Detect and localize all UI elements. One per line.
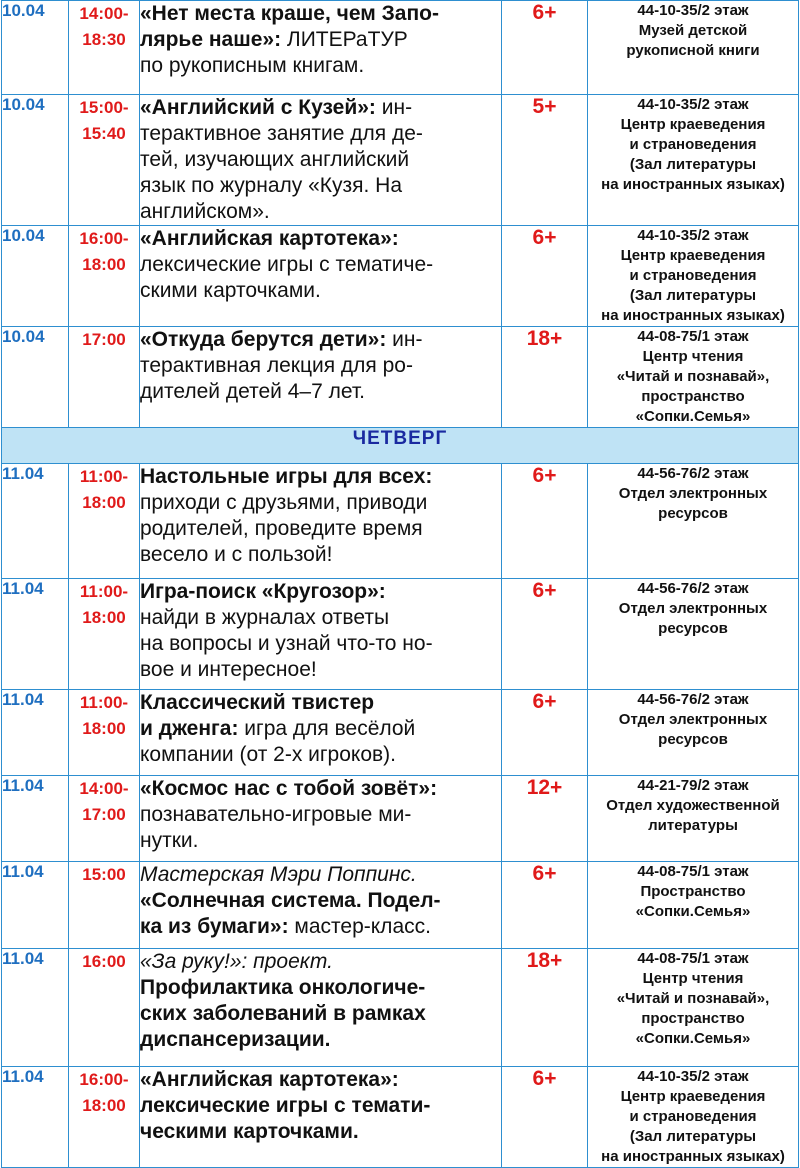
event-title: лексические игры с темати- bbox=[140, 1094, 431, 1117]
location-line: 44-10-35/2 этаж bbox=[637, 227, 749, 244]
event-text: ин- bbox=[386, 328, 423, 351]
time-line: 11:00- bbox=[79, 582, 129, 601]
location-line: 44-56-76/2 этаж bbox=[637, 465, 749, 482]
location-line: и страноведения bbox=[629, 1108, 757, 1125]
event-date: 11.04 bbox=[2, 1067, 69, 1168]
event-time bbox=[69, 95, 140, 226]
event-time bbox=[69, 949, 140, 1067]
location-line: 44-21-79/2 этаж bbox=[637, 777, 749, 794]
event-location bbox=[588, 1067, 799, 1168]
age-rating: 6+ bbox=[502, 1, 588, 95]
description-line bbox=[140, 1027, 501, 1053]
event-row bbox=[2, 862, 799, 949]
event-location bbox=[588, 862, 799, 949]
event-time bbox=[69, 1, 140, 95]
description-line bbox=[140, 53, 501, 79]
location-line: «Сопки.Семья» bbox=[635, 408, 751, 425]
location-line: пространство bbox=[641, 388, 745, 405]
event-text: мастер-класс. bbox=[288, 915, 431, 938]
location-line: ресурсов bbox=[658, 505, 728, 522]
event-location bbox=[588, 327, 799, 428]
location-line: Отдел электронных bbox=[618, 600, 768, 617]
description-line bbox=[140, 1067, 501, 1093]
age-rating: 12+ bbox=[502, 776, 588, 862]
event-row bbox=[2, 1, 799, 95]
event-date: 11.04 bbox=[2, 949, 69, 1067]
description-line bbox=[140, 605, 501, 631]
event-row bbox=[2, 1067, 799, 1168]
location-line: рукописной книги bbox=[626, 42, 760, 59]
event-time bbox=[69, 464, 140, 579]
event-row bbox=[2, 327, 799, 428]
location-line: на иностранных языках) bbox=[601, 307, 785, 324]
description-line bbox=[140, 147, 501, 173]
time-line: 18:30 bbox=[82, 30, 126, 49]
location-line: Пространство bbox=[640, 883, 746, 900]
location-line: (Зал литературы bbox=[629, 1128, 757, 1145]
event-title: ка из бумаги»: bbox=[140, 915, 289, 938]
event-date: 11.04 bbox=[2, 776, 69, 862]
event-text: весело и с пользой! bbox=[140, 543, 333, 566]
event-title: Профилактика онкологиче- bbox=[140, 976, 426, 999]
event-text: скими карточками. bbox=[140, 279, 321, 302]
event-location bbox=[588, 579, 799, 690]
event-description bbox=[140, 862, 502, 949]
time-line: 15:00 bbox=[82, 865, 126, 884]
description-line bbox=[140, 914, 501, 940]
event-description bbox=[140, 95, 502, 226]
event-text: родителей, проведите время bbox=[140, 517, 423, 540]
event-description bbox=[140, 949, 502, 1067]
event-text: ин- bbox=[375, 96, 413, 119]
location-line: Центр краеведения bbox=[620, 1088, 766, 1105]
event-text: английском». bbox=[140, 200, 270, 223]
event-location bbox=[588, 690, 799, 776]
event-title: ческими карточками. bbox=[140, 1120, 359, 1143]
event-text: лексические игры с тематиче- bbox=[140, 253, 434, 276]
location-line: «Читай и познавай», bbox=[616, 368, 770, 385]
event-description bbox=[140, 776, 502, 862]
event-text: компании (от 2-х игроков). bbox=[140, 743, 396, 766]
schedule-body bbox=[2, 1, 799, 1168]
description-line bbox=[140, 173, 501, 199]
description-line bbox=[140, 95, 501, 121]
location-line: ресурсов bbox=[658, 731, 728, 748]
time-line: 16:00- bbox=[79, 229, 129, 248]
event-text: вое и интересное! bbox=[140, 658, 317, 681]
event-date: 10.04 bbox=[2, 95, 69, 226]
event-title: ских заболеваний в рамках bbox=[140, 1002, 426, 1025]
description-line bbox=[140, 464, 501, 490]
location-line: 44-08-75/1 этаж bbox=[637, 863, 749, 880]
event-title: и дженга: bbox=[140, 717, 239, 740]
description-line bbox=[140, 579, 501, 605]
event-description bbox=[140, 464, 502, 579]
event-time bbox=[69, 1067, 140, 1168]
location-line: 44-56-76/2 этаж bbox=[637, 580, 749, 597]
age-rating: 6+ bbox=[502, 1067, 588, 1168]
event-description bbox=[140, 690, 502, 776]
location-line: 44-10-35/2 этаж bbox=[637, 96, 749, 113]
description-line bbox=[140, 379, 501, 405]
event-text: тей, изучающих английский bbox=[140, 148, 410, 171]
description-line bbox=[140, 252, 501, 278]
location-line: литературы bbox=[648, 817, 738, 834]
event-title: «Нет места краше, чем Запо- bbox=[140, 2, 439, 25]
age-rating: 6+ bbox=[502, 464, 588, 579]
event-text: найди в журналах ответы bbox=[140, 606, 390, 629]
event-date: 10.04 bbox=[2, 226, 69, 327]
day-label: ЧЕТВЕРГ bbox=[2, 428, 799, 464]
location-line: 44-10-35/2 этаж bbox=[637, 1068, 749, 1085]
event-text: дителей детей 4–7 лет. bbox=[140, 380, 365, 403]
event-title: «Откуда берутся дети»: bbox=[140, 328, 387, 351]
event-title: лярье наше»: bbox=[140, 28, 282, 51]
location-line: пространство bbox=[641, 1010, 745, 1027]
event-text: ЛИТЕРаТУР bbox=[281, 28, 408, 51]
event-date: 10.04 bbox=[2, 1, 69, 95]
schedule-table bbox=[1, 0, 799, 1168]
time-line: 16:00- bbox=[79, 1070, 129, 1089]
age-rating: 18+ bbox=[502, 327, 588, 428]
event-date: 11.04 bbox=[2, 464, 69, 579]
time-line: 18:00 bbox=[82, 1096, 126, 1115]
location-line: Центр краеведения bbox=[620, 247, 766, 264]
event-row bbox=[2, 579, 799, 690]
time-line: 18:00 bbox=[82, 608, 126, 627]
location-line: (Зал литературы bbox=[629, 156, 757, 173]
time-line: 15:00- bbox=[79, 98, 129, 117]
description-line bbox=[140, 975, 501, 1001]
event-text: на вопросы и узнай что-то но- bbox=[140, 632, 433, 655]
description-line bbox=[140, 828, 501, 854]
description-line bbox=[140, 121, 501, 147]
event-title: «Солнечная система. Подел- bbox=[140, 889, 441, 912]
event-text: язык по журналу «Кузя. На bbox=[140, 174, 403, 197]
event-time bbox=[69, 776, 140, 862]
event-text: игра для весёлой bbox=[238, 717, 416, 740]
time-line: 14:00- bbox=[79, 4, 129, 23]
day-header-row bbox=[2, 428, 799, 464]
description-line bbox=[140, 657, 501, 683]
event-location bbox=[588, 949, 799, 1067]
event-date: 10.04 bbox=[2, 327, 69, 428]
age-rating: 6+ bbox=[502, 226, 588, 327]
location-line: 44-08-75/1 этаж bbox=[637, 950, 749, 967]
event-description bbox=[140, 579, 502, 690]
event-text: познавательно-игровые ми- bbox=[140, 803, 412, 826]
description-line bbox=[140, 690, 501, 716]
location-line: на иностранных языках) bbox=[601, 1148, 785, 1165]
event-row bbox=[2, 776, 799, 862]
event-title: «Космос нас с тобой зовёт»: bbox=[140, 777, 438, 800]
event-location bbox=[588, 1, 799, 95]
event-text: терактивное занятие для де- bbox=[140, 122, 423, 145]
location-line: Отдел электронных bbox=[618, 485, 768, 502]
location-line: «Сопки.Семья» bbox=[635, 1030, 751, 1047]
event-description bbox=[140, 327, 502, 428]
event-title: «Английская картотека»: bbox=[140, 1068, 399, 1091]
event-text: терактивная лекция для ро- bbox=[140, 354, 413, 377]
age-rating: 5+ bbox=[502, 95, 588, 226]
location-line: и страноведения bbox=[629, 136, 757, 153]
time-line: 14:00- bbox=[79, 779, 129, 798]
event-time bbox=[69, 327, 140, 428]
event-title: диспансеризации. bbox=[140, 1028, 331, 1051]
location-line: Центр чтения bbox=[642, 970, 744, 987]
description-line bbox=[140, 716, 501, 742]
event-title: Настольные игры для всех: bbox=[140, 465, 433, 488]
location-line: Центр чтения bbox=[642, 348, 744, 365]
description-line bbox=[140, 888, 501, 914]
description-line bbox=[140, 542, 501, 568]
description-line bbox=[140, 802, 501, 828]
description-line bbox=[140, 776, 501, 802]
event-description bbox=[140, 226, 502, 327]
event-location bbox=[588, 95, 799, 226]
event-title: «Английский с Кузей»: bbox=[140, 96, 376, 119]
location-line: (Зал литературы bbox=[629, 287, 757, 304]
location-line: 44-56-76/2 этаж bbox=[637, 691, 749, 708]
time-line: 11:00- bbox=[79, 467, 129, 486]
time-line: 17:00 bbox=[82, 330, 126, 349]
event-time bbox=[69, 579, 140, 690]
event-location bbox=[588, 226, 799, 327]
event-description bbox=[140, 1, 502, 95]
description-line bbox=[140, 1119, 501, 1145]
time-line: 11:00- bbox=[79, 693, 129, 712]
event-title: Классический твистер bbox=[140, 691, 375, 714]
age-rating: 6+ bbox=[502, 862, 588, 949]
location-line: и страноведения bbox=[629, 267, 757, 284]
age-rating: 6+ bbox=[502, 579, 588, 690]
time-line: 16:00 bbox=[82, 952, 126, 971]
event-text: нутки. bbox=[140, 829, 199, 852]
location-line: 44-10-35/2 этаж bbox=[637, 2, 749, 19]
description-line bbox=[140, 516, 501, 542]
event-title: «Английская картотека»: bbox=[140, 227, 399, 250]
event-text: приходи с друзьями, приводи bbox=[140, 491, 428, 514]
description-line bbox=[140, 1093, 501, 1119]
event-time bbox=[69, 226, 140, 327]
description-line bbox=[140, 27, 501, 53]
event-row bbox=[2, 95, 799, 226]
description-line bbox=[140, 353, 501, 379]
event-time bbox=[69, 862, 140, 949]
event-location bbox=[588, 464, 799, 579]
time-line: 18:00 bbox=[82, 255, 126, 274]
description-line bbox=[140, 742, 501, 768]
event-description bbox=[140, 1067, 502, 1168]
location-line: «Сопки.Семья» bbox=[635, 903, 751, 920]
event-date: 11.04 bbox=[2, 579, 69, 690]
location-line: Отдел электронных bbox=[618, 711, 768, 728]
description-line bbox=[140, 1001, 501, 1027]
description-line bbox=[140, 631, 501, 657]
event-date: 11.04 bbox=[2, 690, 69, 776]
event-row bbox=[2, 226, 799, 327]
location-line: ресурсов bbox=[658, 620, 728, 637]
description-line bbox=[140, 1, 501, 27]
time-line: 18:00 bbox=[82, 493, 126, 512]
description-line bbox=[140, 327, 501, 353]
location-line: на иностранных языках) bbox=[601, 176, 785, 193]
location-line: Музей детской bbox=[638, 22, 748, 39]
description-line bbox=[140, 199, 501, 225]
location-line: Центр краеведения bbox=[620, 116, 766, 133]
description-line bbox=[140, 226, 501, 252]
age-rating: 6+ bbox=[502, 690, 588, 776]
location-line: Отдел художественной bbox=[606, 797, 780, 814]
event-text: по рукописным книгам. bbox=[140, 54, 365, 77]
time-line: 17:00 bbox=[82, 805, 126, 824]
event-subtitle: Мастерская Мэри Поппинс. bbox=[140, 863, 417, 886]
age-rating: 18+ bbox=[502, 949, 588, 1067]
event-row bbox=[2, 949, 799, 1067]
event-location bbox=[588, 776, 799, 862]
event-title: Игра-поиск «Кругозор»: bbox=[140, 580, 386, 603]
location-line: 44-08-75/1 этаж bbox=[637, 328, 749, 345]
description-line bbox=[140, 490, 501, 516]
location-line: «Читай и познавай», bbox=[616, 990, 770, 1007]
time-line: 18:00 bbox=[82, 719, 126, 738]
description-line bbox=[140, 278, 501, 304]
event-row bbox=[2, 464, 799, 579]
event-subtitle: «За руку!»: проект. bbox=[140, 950, 333, 973]
event-row bbox=[2, 690, 799, 776]
time-line: 15:40 bbox=[82, 124, 126, 143]
event-date: 11.04 bbox=[2, 862, 69, 949]
event-time bbox=[69, 690, 140, 776]
